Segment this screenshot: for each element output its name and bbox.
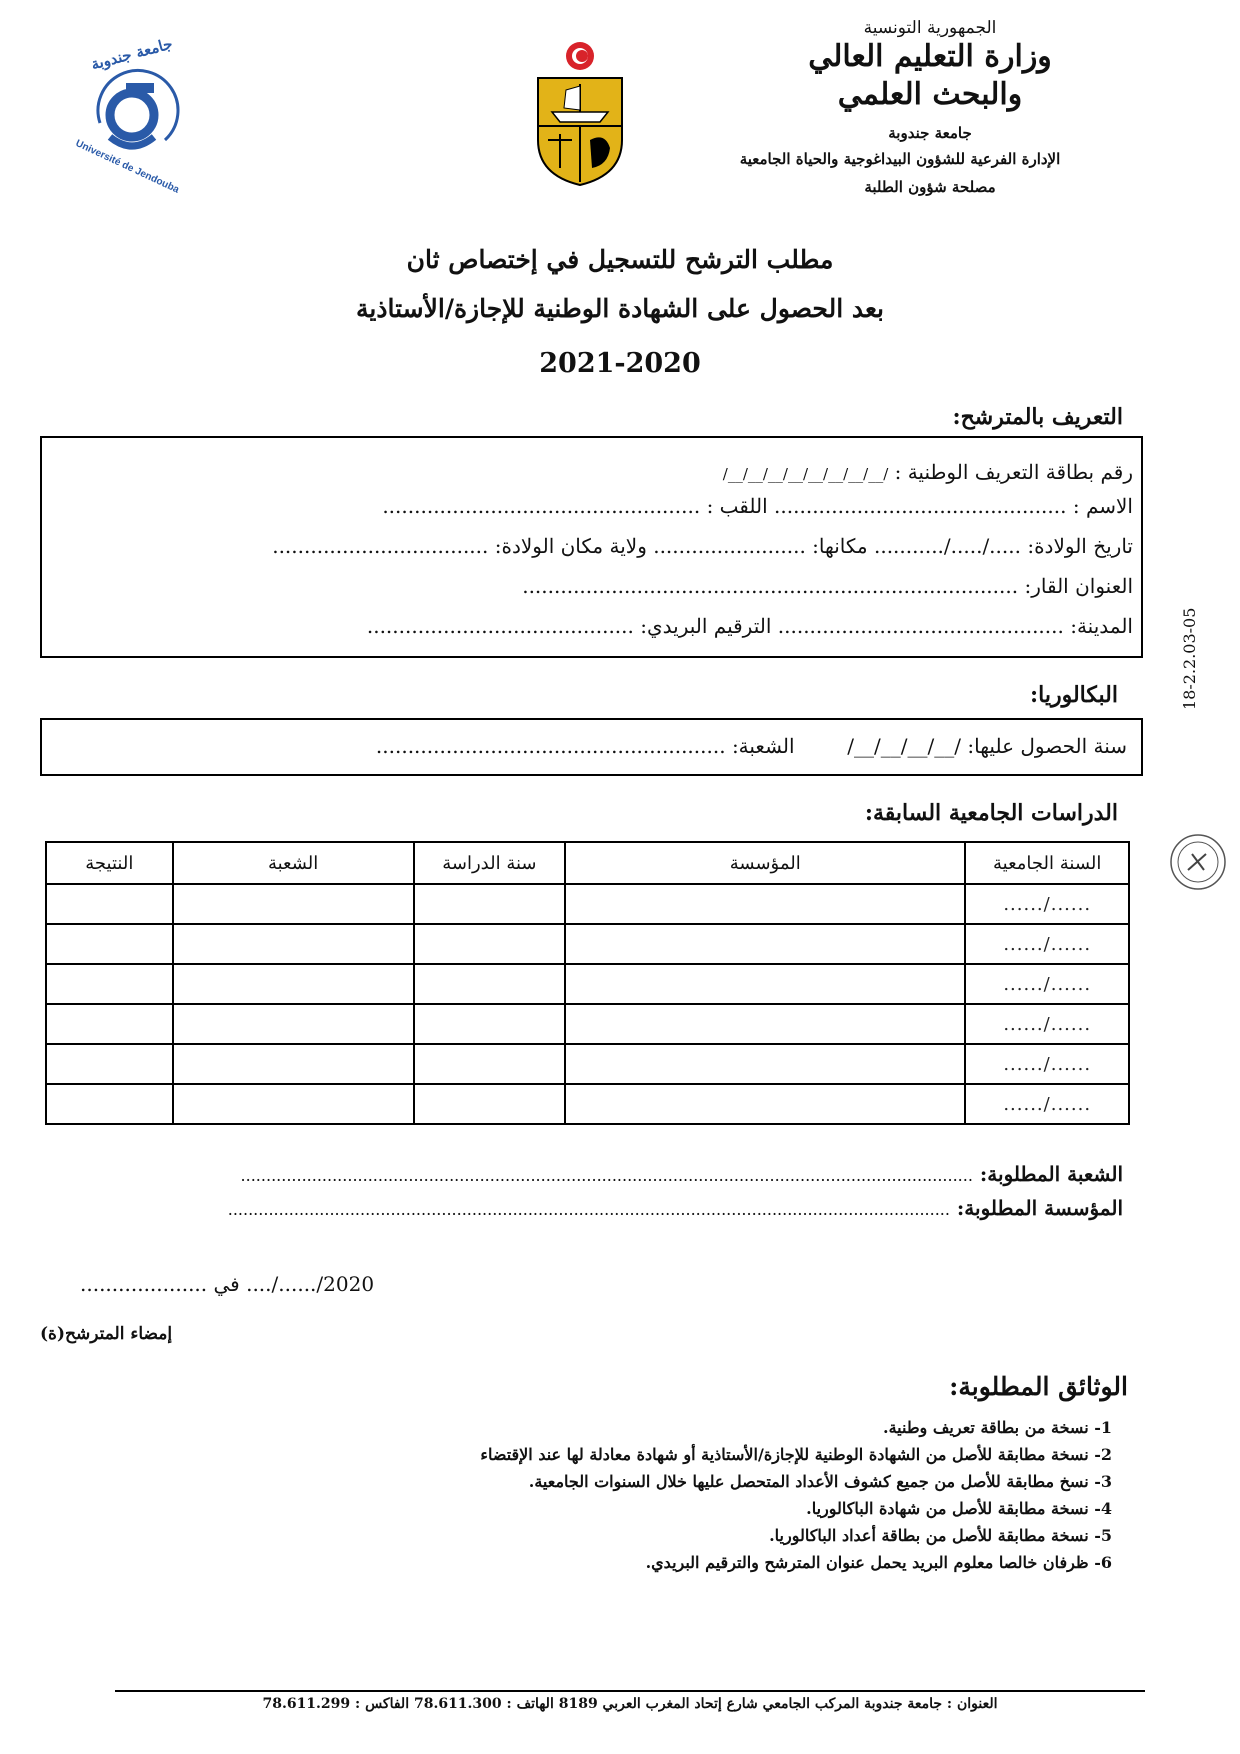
name-field[interactable]: ..............................................	[774, 494, 1067, 518]
study-year-cell[interactable]	[414, 924, 566, 964]
bac-branch-label: الشعبة:	[731, 734, 795, 758]
logo-arabic-text: جامعة جندوبة	[89, 34, 175, 74]
id-card-field[interactable]: /__/__/__/__/__/__/__/__/	[722, 465, 889, 483]
institution-cell[interactable]	[565, 964, 965, 1004]
documents-list	[112, 1414, 1112, 1576]
studies-heading: الدراسات الجامعية السابقة:	[864, 800, 1118, 826]
result-cell[interactable]	[46, 1004, 173, 1044]
requested-institution-label: المؤسسة المطلوبة:	[956, 1196, 1123, 1220]
institution-cell[interactable]	[565, 1044, 965, 1084]
service-name: مصلحة شؤون الطلبة	[864, 178, 996, 196]
surname-field[interactable]: ..................................................	[382, 494, 701, 518]
bac-year-field[interactable]: /__/__/__/__/	[847, 734, 961, 758]
requested-institution-row	[228, 1196, 1123, 1220]
study-year-cell[interactable]	[414, 1004, 566, 1044]
address-label: العنوان القار:	[1024, 574, 1133, 598]
branch-cell[interactable]	[173, 964, 414, 1004]
birth-date-label: تاريخ الولادة:	[1027, 534, 1133, 558]
birth-row	[272, 534, 1133, 558]
bac-branch-field[interactable]: .......................................................	[375, 734, 726, 758]
table-row	[46, 1004, 1129, 1044]
governorate-label: ولاية مكان الولادة:	[494, 534, 647, 558]
list-item: 1- نسخة من بطاقة تعريف وطنية.	[883, 1418, 1112, 1437]
list-item: 2- نسخة مطابقة للأصل من الشهادة الوطنية للإجازة/الأستاذية أو شهادة معادلة لها عند الإقتضاء	[480, 1445, 1112, 1464]
list-item: 3- نسخ مطابقة للأصل من جميع كشوف الأعداد المتحصل عليها خلال السنوات الجامعية.	[528, 1472, 1112, 1491]
bac-box	[40, 718, 1143, 776]
studies-table	[45, 841, 1130, 1125]
col-study-year: سنة الدراسة	[414, 842, 566, 884]
signature-date[interactable]: 2020/....../.... في ....................	[80, 1272, 375, 1296]
list-item: 6- ظرفان خالصا معلوم البريد يحمل عنوان المترشح والترقيم البريدي.	[645, 1553, 1112, 1572]
identification-heading: التعريف بالمترشح:	[952, 404, 1123, 430]
list-item: 5- نسخة مطابقة للأصل من بطاقة أعداد الباكالوريا.	[769, 1526, 1112, 1545]
table-row	[46, 964, 1129, 1004]
university-name: جامعة جندوبة	[888, 124, 972, 142]
form-title-line1: مطلب الترشح للتسجيل في إختصاص ثان	[406, 245, 834, 274]
table-row	[46, 1044, 1129, 1084]
stamp-seal	[1168, 832, 1228, 892]
table-row	[46, 884, 1129, 924]
candidate-signature-label: إمضاء المترشح(ة)	[40, 1324, 173, 1344]
ministry-header	[739, 18, 1100, 196]
requested-branch-row	[241, 1162, 1123, 1186]
postal-code-field[interactable]: ..........................................	[366, 614, 634, 638]
republic-text: الجمهورية التونسية	[863, 18, 997, 38]
governorate-field[interactable]: ..................................	[272, 534, 489, 558]
requested-institution-field[interactable]: ..............................................................................................................................................	[227, 1200, 950, 1219]
table-row	[46, 924, 1129, 964]
city-label: المدينة:	[1070, 614, 1133, 638]
ministry-name-line1: وزارة التعليم العالي	[808, 39, 1052, 74]
logo-latin-text: Université de Jendouba	[73, 138, 181, 196]
academic-year-cell[interactable]: ....../......	[965, 1004, 1129, 1044]
requested-branch-field[interactable]: ................................................................................................................................................	[240, 1166, 973, 1185]
footer-divider	[115, 1690, 1145, 1692]
branch-cell[interactable]	[173, 1044, 414, 1084]
birth-date-field[interactable]: ...../...../...........	[873, 534, 1021, 558]
address-row	[522, 574, 1133, 598]
academic-year-cell[interactable]: ....../......	[965, 1084, 1129, 1124]
result-cell[interactable]	[46, 1044, 173, 1084]
footer-address: العنوان : جامعة جندوبة المركب الجامعي شارع إتحاد المغرب العربي 8189 الهاتف : 78.611.300 الفاكس : 78.611.299	[262, 1696, 998, 1712]
academic-year: 2021-2020	[539, 348, 701, 379]
studies-header-row	[46, 842, 1129, 884]
study-year-cell[interactable]	[414, 1084, 566, 1124]
list-item: 4- نسخة مطابقة للأصل من شهادة الباكالوريا.	[806, 1499, 1112, 1518]
postal-code-label: الترقيم البريدي:	[640, 614, 772, 638]
coat-of-arms-emblem	[530, 40, 630, 190]
identification-box	[40, 436, 1143, 658]
side-reference-code: 18-2.2.03-05	[1180, 607, 1199, 710]
documents-heading: الوثائق المطلوبة:	[949, 1372, 1128, 1401]
col-branch: الشعبة	[173, 842, 414, 884]
col-institution: المؤسسة	[565, 842, 965, 884]
academic-year-cell[interactable]: ....../......	[965, 924, 1129, 964]
department-name: الإدارة الفرعية للشؤون البيداغوجية والحياة الجامعية	[739, 150, 1061, 168]
birthplace-label: مكانها:	[812, 534, 868, 558]
bac-year-label: سنة الحصول عليها:	[967, 734, 1127, 758]
result-cell[interactable]	[46, 964, 173, 1004]
city-field[interactable]: .............................................	[777, 614, 1064, 638]
table-row	[46, 1084, 1129, 1124]
result-cell[interactable]	[46, 924, 173, 964]
city-row	[367, 614, 1133, 638]
branch-cell[interactable]	[173, 1084, 414, 1124]
address-field[interactable]: ..............................................................................	[522, 574, 1019, 598]
result-cell[interactable]	[46, 1084, 173, 1124]
ministry-name-line2: والبحث العلمي	[837, 77, 1023, 112]
id-card-label: رقم بطاقة التعريف الوطنية :	[894, 460, 1133, 484]
branch-cell[interactable]	[173, 884, 414, 924]
bac-heading: البكالوريا:	[1030, 682, 1118, 708]
bac-row	[376, 734, 1127, 758]
university-logo	[70, 34, 190, 196]
birthplace-field[interactable]: ........................	[653, 534, 806, 558]
institution-cell[interactable]	[565, 924, 965, 964]
col-academic-year: السنة الجامعية	[965, 842, 1129, 884]
name-label: الاسم :	[1072, 494, 1133, 518]
study-year-cell[interactable]	[414, 1044, 566, 1084]
result-cell[interactable]	[46, 884, 173, 924]
study-year-cell[interactable]	[414, 964, 566, 1004]
form-title-line2: بعد الحصول على الشهادة الوطنية للإجازة/الأستاذية	[356, 294, 884, 323]
name-row	[382, 494, 1133, 518]
id-card-row	[723, 460, 1133, 484]
academic-year-cell[interactable]: ....../......	[965, 1044, 1129, 1084]
requested-branch-label: الشعبة المطلوبة:	[979, 1162, 1123, 1186]
branch-cell[interactable]	[173, 1004, 414, 1044]
academic-year-cell[interactable]: ....../......	[965, 964, 1129, 1004]
academic-year-cell[interactable]: ....../......	[965, 884, 1129, 924]
surname-label: اللقب :	[706, 494, 768, 518]
branch-cell[interactable]	[173, 924, 414, 964]
institution-cell[interactable]	[565, 1004, 965, 1044]
col-result: النتيجة	[46, 842, 173, 884]
study-year-cell[interactable]	[414, 884, 566, 924]
institution-cell[interactable]	[565, 1084, 965, 1124]
institution-cell[interactable]	[565, 884, 965, 924]
